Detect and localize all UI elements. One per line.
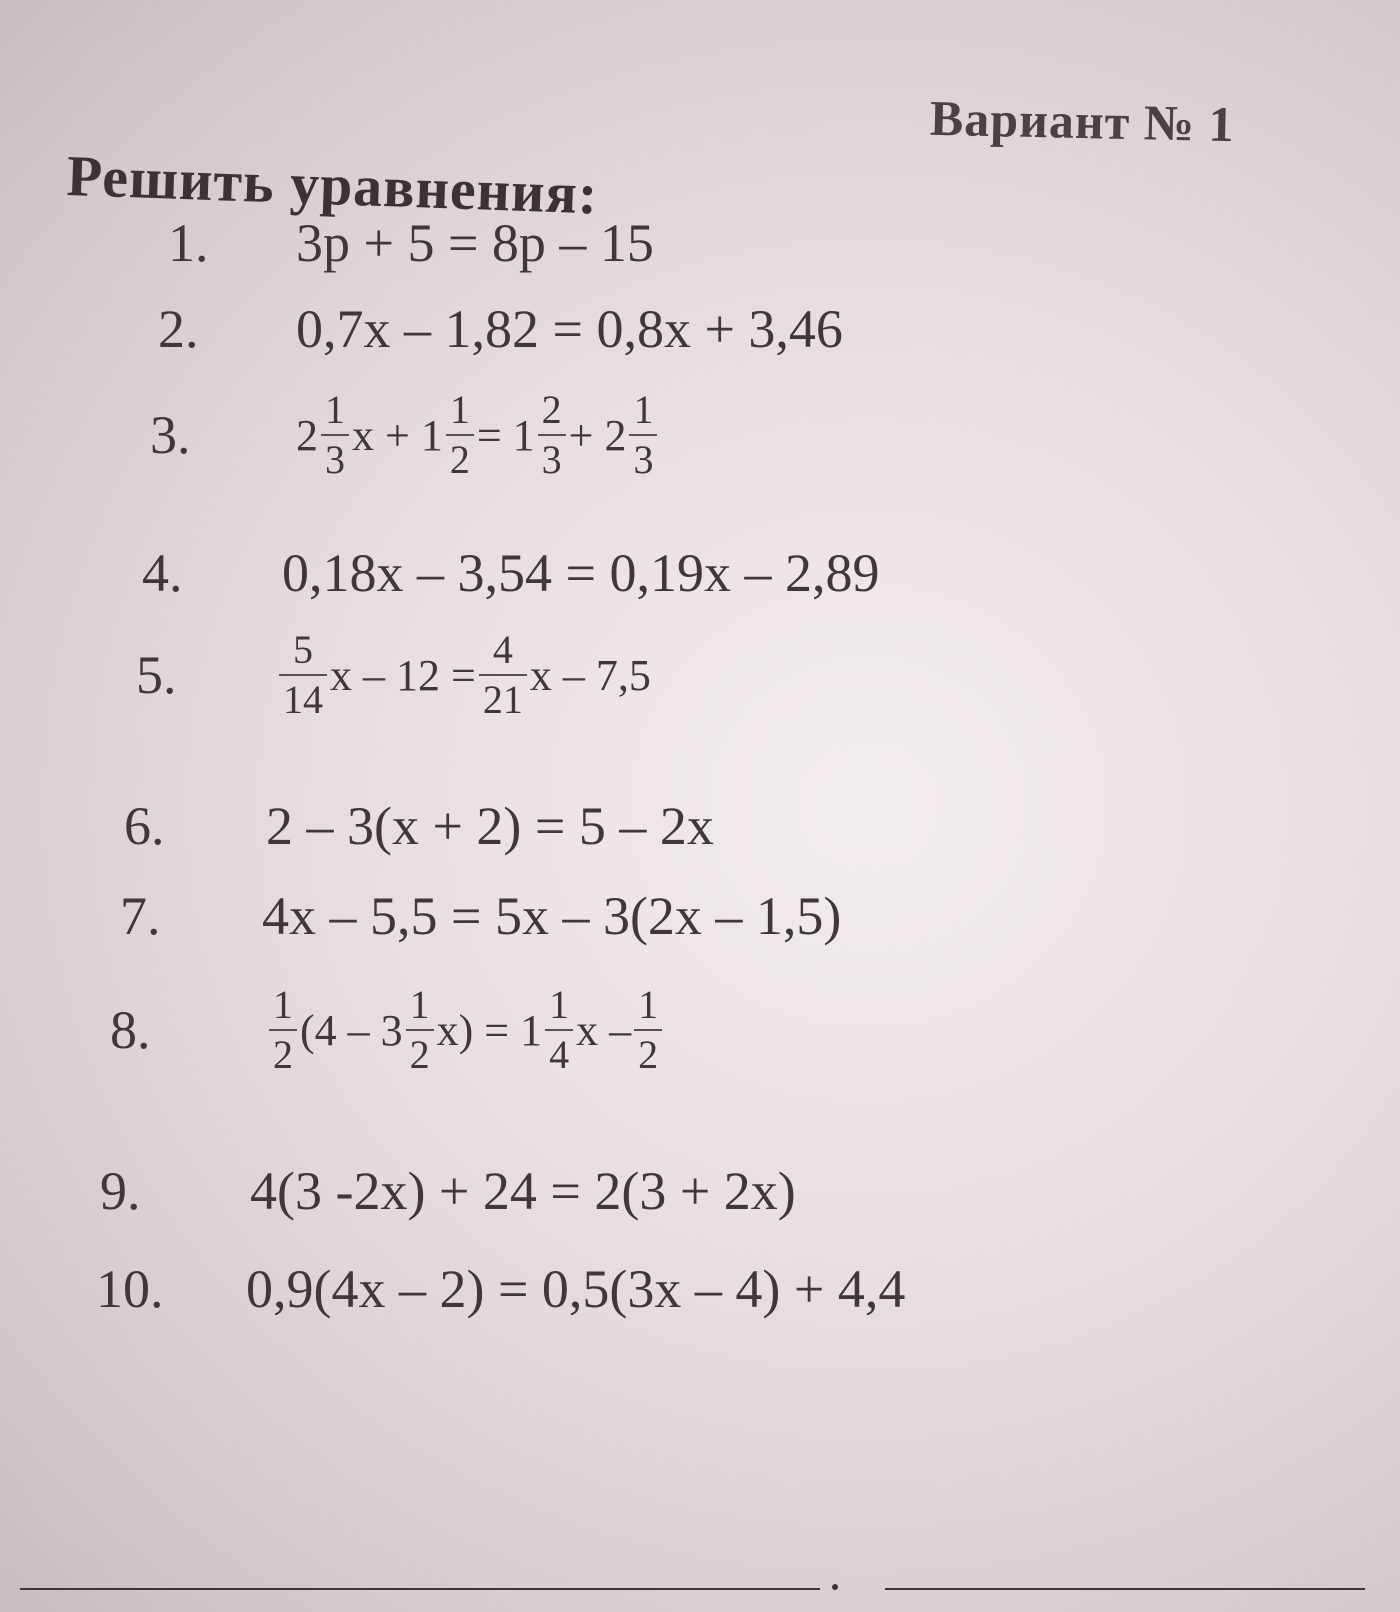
equation-7	[120, 885, 841, 947]
denominator: 2	[406, 1029, 434, 1075]
equation-expression: 3p + 5 = 8p – 15	[296, 213, 654, 273]
denominator: 2	[634, 1029, 662, 1075]
denominator: 3	[321, 434, 349, 480]
denominator: 2	[269, 1029, 297, 1075]
fraction	[479, 627, 527, 722]
equation-expression: 2 – 3(x + 2) = 5 – 2x	[266, 796, 714, 856]
expression-part: + 2	[568, 410, 627, 460]
numerator: 1	[409, 982, 430, 1027]
equation-4	[142, 542, 879, 604]
expression-part: = 1	[476, 410, 535, 460]
fraction	[446, 387, 474, 482]
fraction	[406, 982, 434, 1077]
whole-part: 2	[296, 410, 318, 460]
expression-part: x – 12 =	[330, 650, 476, 700]
equation-expression: 4(3 -2x) + 24 = 2(3 + 2x)	[250, 1161, 796, 1221]
equation-number: 9.	[100, 1161, 141, 1221]
equation-number: 4.	[142, 543, 183, 603]
numerator: 1	[549, 982, 570, 1027]
equation-expression: 4x – 5,5 = 5x – 3(2x – 1,5)	[262, 886, 842, 946]
numerator: 1	[638, 982, 659, 1027]
fraction	[321, 387, 349, 482]
numerator: 1	[633, 387, 654, 432]
equation-expression: 0,7x – 1,82 = 0,8x + 3,46	[296, 299, 843, 359]
equation-2	[158, 298, 843, 360]
numerator: 1	[325, 387, 345, 432]
equation-1	[168, 212, 654, 274]
fraction	[279, 627, 327, 722]
footer-line-left	[20, 1588, 820, 1590]
equation-expression: 0,18x – 3,54 = 0,19x – 2,89	[282, 543, 880, 603]
equation-6	[124, 795, 714, 857]
page-title: Решить уравнения:	[65, 142, 600, 227]
denominator: 3	[538, 434, 566, 480]
equation-9	[100, 1160, 796, 1222]
denominator: 21	[479, 674, 527, 720]
denominator: 3	[629, 434, 657, 480]
equation-number: 2.	[158, 299, 199, 359]
denominator: 2	[446, 434, 474, 480]
numerator: 1	[273, 982, 293, 1027]
equation-expression: 0,9(4x – 2) = 0,5(3x – 4) + 4,4	[246, 1259, 906, 1319]
equation-expression	[276, 627, 651, 722]
equation-number: 1.	[168, 213, 209, 273]
equation-5	[136, 627, 651, 722]
variant-label: Вариант № 1	[929, 89, 1236, 153]
numerator: 4	[492, 627, 513, 672]
footer-line-right	[885, 1588, 1365, 1590]
equation-8	[110, 982, 665, 1077]
fraction	[634, 982, 662, 1077]
expression-part: x –	[576, 1005, 632, 1055]
equation-number: 7.	[120, 886, 161, 946]
equation-3	[150, 387, 660, 482]
numerator: 2	[541, 387, 562, 432]
fraction	[269, 982, 297, 1077]
footer-dot	[832, 1584, 838, 1590]
fraction	[629, 387, 657, 482]
expression-part: x + 1	[352, 410, 443, 460]
expression-part: x – 7,5	[529, 650, 651, 700]
expression-part: (4 – 3	[300, 1005, 403, 1055]
fraction	[545, 982, 573, 1077]
fraction	[538, 387, 566, 482]
denominator: 4	[545, 1029, 573, 1075]
expression-part: x) = 1	[436, 1005, 543, 1055]
numerator: 5	[293, 627, 313, 672]
equation-10	[96, 1258, 905, 1320]
equation-number: 5.	[136, 645, 177, 705]
equation-number: 10.	[96, 1259, 164, 1319]
equation-number: 3.	[150, 405, 191, 465]
denominator: 14	[279, 674, 327, 720]
equation-number: 8.	[110, 1000, 151, 1060]
numerator: 1	[449, 387, 470, 432]
equation-expression	[296, 387, 660, 482]
equation-number: 6.	[124, 796, 165, 856]
equation-expression	[266, 982, 665, 1077]
